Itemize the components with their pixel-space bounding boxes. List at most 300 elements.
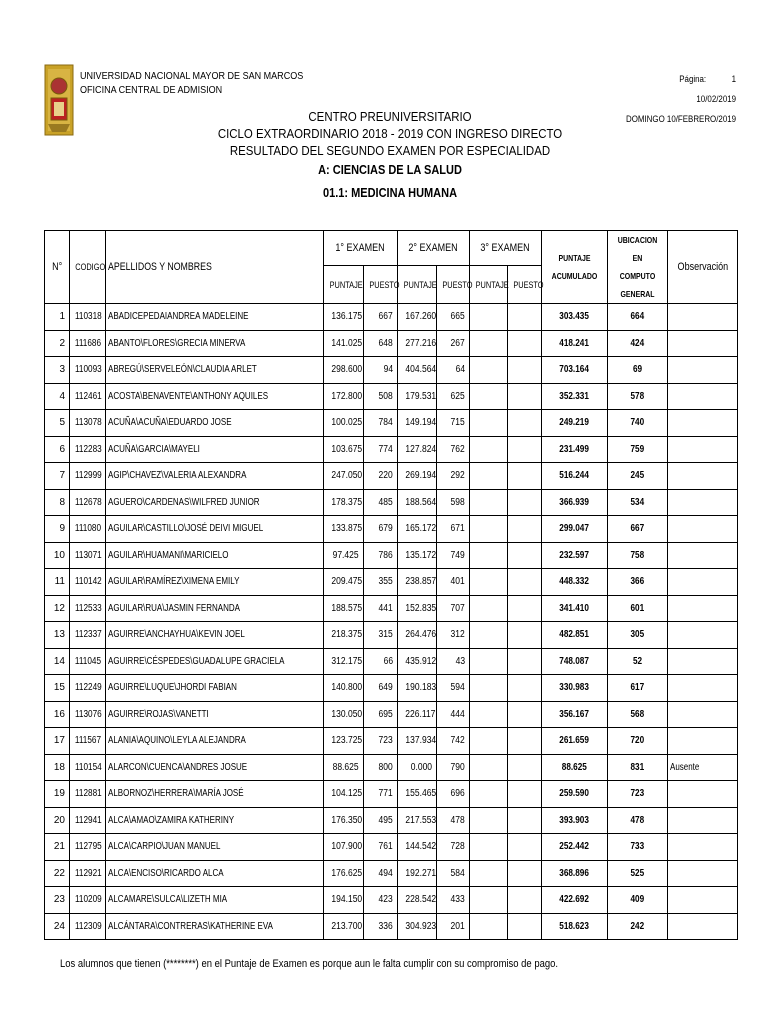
exam1-score: 209.475	[324, 569, 364, 596]
area-title: A: CIENCIAS DE LA SALUD	[318, 163, 462, 177]
student-name: AGUIRRE\ANCHAYHUA\KEVIN JOEL	[106, 622, 324, 649]
table-row	[45, 648, 738, 675]
row-number: 3	[45, 357, 70, 384]
exam1-score: 298.600	[324, 357, 364, 384]
row-number: 15	[45, 675, 70, 702]
exam2-position: 478	[437, 807, 470, 834]
exam2-score: 435.912	[398, 648, 437, 675]
exam1-score: 141.025	[324, 330, 364, 357]
student-name: ALBORNOZ\HERRERA\MARÍA JOSÉ	[106, 781, 324, 808]
accumulated-score: 393.903	[542, 807, 608, 834]
header-score-1: PUNTAJE	[324, 266, 364, 304]
observation	[668, 675, 738, 702]
student-name: ABANTO\FLORES\GRECIA MINERVA	[106, 330, 324, 357]
header-num: N°	[45, 231, 70, 304]
exam3-score	[470, 860, 508, 887]
student-code: 113071	[70, 542, 106, 569]
student-name: AGUIRRE\CÉSPEDES\GUADALUPE GRACIELA	[106, 648, 324, 675]
exam1-score: 104.125	[324, 781, 364, 808]
header-observation: Observación	[668, 231, 738, 304]
general-rank: 720	[608, 728, 668, 755]
accumulated-score: 448.332	[542, 569, 608, 596]
exam2-position: 742	[437, 728, 470, 755]
header-names: APELLIDOS Y NOMBRES	[106, 231, 324, 304]
row-number: 12	[45, 595, 70, 622]
general-rank: 525	[608, 860, 668, 887]
exam2-position: 728	[437, 834, 470, 861]
university-crest-logo	[44, 64, 74, 136]
observation	[668, 436, 738, 463]
table-row	[45, 887, 738, 914]
exam1-position: 649	[364, 675, 398, 702]
table-row	[45, 754, 738, 781]
exam2-score: 149.194	[398, 410, 437, 437]
exam2-score: 179.531	[398, 383, 437, 410]
exam3-score	[470, 834, 508, 861]
results-table	[44, 230, 738, 940]
row-number: 19	[45, 781, 70, 808]
table-row	[45, 410, 738, 437]
exam3-score	[470, 781, 508, 808]
exam2-score: 217.553	[398, 807, 437, 834]
general-rank: 366	[608, 569, 668, 596]
footer-note: Los alumnos que tienen (********) en el Puntaje de Examen es porque aun le falta cumplir con su compromiso de pago.	[60, 958, 559, 970]
exam2-score: 238.857	[398, 569, 437, 596]
table-row	[45, 807, 738, 834]
exam1-position: 336	[364, 913, 398, 940]
exam2-position: 594	[437, 675, 470, 702]
header-position-1: PUESTO	[364, 266, 398, 304]
exam1-position: 679	[364, 516, 398, 543]
exam1-position: 761	[364, 834, 398, 861]
exam2-score: 0.000	[398, 754, 437, 781]
exam3-score	[470, 569, 508, 596]
table-row	[45, 489, 738, 516]
accumulated-score: 231.499	[542, 436, 608, 463]
student-name: ALANIA\AQUINO\LEYLA ALEJANDRA	[106, 728, 324, 755]
exam2-score: 226.117	[398, 701, 437, 728]
table-row	[45, 357, 738, 384]
observation	[668, 542, 738, 569]
observation	[668, 489, 738, 516]
row-number: 20	[45, 807, 70, 834]
results-table-body	[45, 304, 738, 940]
row-number: 14	[45, 648, 70, 675]
exam2-score: 404.564	[398, 357, 437, 384]
general-rank: 664	[608, 304, 668, 331]
accumulated-score: 368.896	[542, 860, 608, 887]
row-number: 13	[45, 622, 70, 649]
exam1-position: 355	[364, 569, 398, 596]
exam3-score	[470, 701, 508, 728]
observation	[668, 357, 738, 384]
exam2-position: 696	[437, 781, 470, 808]
exam2-position: 201	[437, 913, 470, 940]
general-rank: 245	[608, 463, 668, 490]
table-row	[45, 569, 738, 596]
exam3-position	[508, 436, 542, 463]
university-name: UNIVERSIDAD NACIONAL MAYOR DE SAN MARCOS	[80, 70, 304, 82]
exam2-score: 190.183	[398, 675, 437, 702]
header-score-3: PUNTAJE	[470, 266, 508, 304]
student-name: ACUÑA\ACUÑA\EDUARDO JOSE	[106, 410, 324, 437]
row-number: 18	[45, 754, 70, 781]
exam3-score	[470, 754, 508, 781]
observation	[668, 887, 738, 914]
table-row	[45, 516, 738, 543]
accumulated-score: 352.331	[542, 383, 608, 410]
observation	[668, 648, 738, 675]
accumulated-score: 703.164	[542, 357, 608, 384]
title-line-2: CICLO EXTRAORDINARIO 2018 - 2019 CON INGRESO DIRECTO	[217, 126, 563, 141]
accumulated-score: 330.983	[542, 675, 608, 702]
student-code: 111080	[70, 516, 106, 543]
table-row	[45, 304, 738, 331]
header-position-3: PUESTO	[508, 266, 542, 304]
exam1-position: 94	[364, 357, 398, 384]
exam2-position: 598	[437, 489, 470, 516]
observation	[668, 622, 738, 649]
row-number: 2	[45, 330, 70, 357]
exam3-position	[508, 357, 542, 384]
student-name: ALCA\ENCISO\RICARDO ALCA	[106, 860, 324, 887]
exam3-position	[508, 304, 542, 331]
exam2-score: 269.194	[398, 463, 437, 490]
exam3-position	[508, 781, 542, 808]
exam2-position: 444	[437, 701, 470, 728]
exam1-position: 774	[364, 436, 398, 463]
exam3-score	[470, 887, 508, 914]
table-row	[45, 834, 738, 861]
exam1-position: 66	[364, 648, 398, 675]
exam3-position	[508, 807, 542, 834]
exam3-score	[470, 330, 508, 357]
exam3-position	[508, 569, 542, 596]
header-rank: UBICACION EN COMPUTO GENERAL	[608, 231, 668, 304]
student-code: 112999	[70, 463, 106, 490]
student-code: 112678	[70, 489, 106, 516]
header-total: PUNTAJE ACUMULADO	[542, 231, 608, 304]
table-row	[45, 675, 738, 702]
header-score-2: PUNTAJE	[398, 266, 437, 304]
student-code: 112533	[70, 595, 106, 622]
report-date: 10/02/2019	[696, 94, 736, 104]
row-number: 1	[45, 304, 70, 331]
exam1-score: 178.375	[324, 489, 364, 516]
student-name: ALCÁNTARA\CONTRERAS\KATHERINE EVA	[106, 913, 324, 940]
exam2-score: 144.542	[398, 834, 437, 861]
exam3-score	[470, 304, 508, 331]
student-name: AGUILAR\HUAMANI\MARICIELO	[106, 542, 324, 569]
accumulated-score: 748.087	[542, 648, 608, 675]
general-rank: 733	[608, 834, 668, 861]
exam3-position	[508, 728, 542, 755]
exam1-score: 172.800	[324, 383, 364, 410]
exam1-score: 136.175	[324, 304, 364, 331]
specialty-title: 01.1: MEDICINA HUMANA	[322, 186, 458, 200]
exam1-score: 130.050	[324, 701, 364, 728]
row-number: 22	[45, 860, 70, 887]
exam3-score	[470, 463, 508, 490]
row-number: 24	[45, 913, 70, 940]
exam1-score: 88.625	[324, 754, 364, 781]
exam1-position: 648	[364, 330, 398, 357]
exam3-position	[508, 595, 542, 622]
header-exam-1: 1° EXAMEN	[324, 231, 398, 266]
office-name: OFICINA CENTRAL DE ADMISION	[80, 84, 223, 96]
student-name: AGUILAR\RUA\JASMIN FERNANDA	[106, 595, 324, 622]
student-code: 112337	[70, 622, 106, 649]
exam1-position: 786	[364, 542, 398, 569]
exam2-position: 665	[437, 304, 470, 331]
exam1-position: 771	[364, 781, 398, 808]
observation	[668, 595, 738, 622]
exam2-position: 312	[437, 622, 470, 649]
header-exam-3: 3° EXAMEN	[470, 231, 542, 266]
exam3-position	[508, 675, 542, 702]
row-number: 9	[45, 516, 70, 543]
accumulated-score: 341.410	[542, 595, 608, 622]
row-number: 5	[45, 410, 70, 437]
general-rank: 578	[608, 383, 668, 410]
table-row	[45, 622, 738, 649]
exam2-score: 304.923	[398, 913, 437, 940]
accumulated-score: 249.219	[542, 410, 608, 437]
row-number: 11	[45, 569, 70, 596]
student-name: ABADICEPEDAIANDREA MADELEINE	[106, 304, 324, 331]
student-code: 113078	[70, 410, 106, 437]
row-number: 7	[45, 463, 70, 490]
exam3-score	[470, 675, 508, 702]
exam3-position	[508, 701, 542, 728]
exam1-position: 723	[364, 728, 398, 755]
header-position-2: PUESTO	[437, 266, 470, 304]
exam2-position: 292	[437, 463, 470, 490]
accumulated-score: 232.597	[542, 542, 608, 569]
student-code: 112249	[70, 675, 106, 702]
header-exam-2: 2° EXAMEN	[398, 231, 470, 266]
exam1-score: 123.725	[324, 728, 364, 755]
student-name: AGUILAR\CASTILLO\JOSÉ DEIVI MIGUEL	[106, 516, 324, 543]
exam3-position	[508, 463, 542, 490]
exam2-position: 749	[437, 542, 470, 569]
observation	[668, 516, 738, 543]
exam2-position: 715	[437, 410, 470, 437]
observation	[668, 834, 738, 861]
page-label: Página:	[679, 74, 707, 84]
student-name: ACUÑA\GARCIA\MAYELI	[106, 436, 324, 463]
table-row	[45, 913, 738, 940]
row-number: 21	[45, 834, 70, 861]
exam3-position	[508, 754, 542, 781]
table-row	[45, 595, 738, 622]
page-info	[626, 69, 736, 129]
student-name: AGUIRRE\ROJAS\VANETTI	[106, 701, 324, 728]
exam1-score: 140.800	[324, 675, 364, 702]
exam1-position: 508	[364, 383, 398, 410]
exam2-position: 584	[437, 860, 470, 887]
student-name: ACOSTA\BENAVENTE\ANTHONY AQUILES	[106, 383, 324, 410]
student-code: 112283	[70, 436, 106, 463]
exam3-score	[470, 595, 508, 622]
student-code: 110318	[70, 304, 106, 331]
exam3-score	[470, 728, 508, 755]
observation: Ausente	[668, 754, 738, 781]
exam2-score: 155.465	[398, 781, 437, 808]
table-row	[45, 330, 738, 357]
student-name: ALCA\CARPIO\JUAN MANUEL	[106, 834, 324, 861]
accumulated-score: 356.167	[542, 701, 608, 728]
exam2-position: 671	[437, 516, 470, 543]
accumulated-score: 88.625	[542, 754, 608, 781]
general-rank: 69	[608, 357, 668, 384]
exam2-score: 264.476	[398, 622, 437, 649]
exam3-score	[470, 516, 508, 543]
student-name: AGUERO\CARDENAS\WILFRED JUNIOR	[106, 489, 324, 516]
observation	[668, 781, 738, 808]
general-rank: 424	[608, 330, 668, 357]
exam2-position: 433	[437, 887, 470, 914]
general-rank: 667	[608, 516, 668, 543]
exam2-score: 188.564	[398, 489, 437, 516]
exam1-score: 176.625	[324, 860, 364, 887]
accumulated-score: 299.047	[542, 516, 608, 543]
observation	[668, 463, 738, 490]
accumulated-score: 518.623	[542, 913, 608, 940]
exam3-position	[508, 887, 542, 914]
observation	[668, 860, 738, 887]
exam2-score: 127.824	[398, 436, 437, 463]
exam2-position: 625	[437, 383, 470, 410]
exam3-position	[508, 913, 542, 940]
exam1-position: 423	[364, 887, 398, 914]
exam3-score	[470, 807, 508, 834]
row-number: 8	[45, 489, 70, 516]
table-row	[45, 781, 738, 808]
general-rank: 305	[608, 622, 668, 649]
exam3-score	[470, 622, 508, 649]
exam3-position	[508, 860, 542, 887]
student-code: 112461	[70, 383, 106, 410]
row-number: 23	[45, 887, 70, 914]
exam3-score	[470, 542, 508, 569]
institution-header	[80, 69, 303, 97]
exam1-position: 784	[364, 410, 398, 437]
exam3-position	[508, 383, 542, 410]
exam3-score	[470, 436, 508, 463]
observation	[668, 913, 738, 940]
exam1-position: 485	[364, 489, 398, 516]
exam2-score: 165.172	[398, 516, 437, 543]
observation	[668, 330, 738, 357]
observation	[668, 807, 738, 834]
exam2-score: 277.216	[398, 330, 437, 357]
exam1-score: 247.050	[324, 463, 364, 490]
student-code: 113076	[70, 701, 106, 728]
student-code: 110142	[70, 569, 106, 596]
student-name: ABREGÚ\SERVELEÓN\CLAUDIA ARLET	[106, 357, 324, 384]
student-code: 112881	[70, 781, 106, 808]
exam3-position	[508, 648, 542, 675]
exam3-score	[470, 410, 508, 437]
general-rank: 568	[608, 701, 668, 728]
accumulated-score: 303.435	[542, 304, 608, 331]
table-row	[45, 383, 738, 410]
student-name: ALARCON\CUENCA\ANDRES JOSUE	[106, 754, 324, 781]
exam1-score: 107.900	[324, 834, 364, 861]
student-code: 111045	[70, 648, 106, 675]
student-code: 111686	[70, 330, 106, 357]
student-name: AGIP\CHAVEZ\VALERIA ALEXANDRA	[106, 463, 324, 490]
exam1-score: 218.375	[324, 622, 364, 649]
exam2-score: 135.172	[398, 542, 437, 569]
general-rank: 534	[608, 489, 668, 516]
accumulated-score: 418.241	[542, 330, 608, 357]
exam1-score: 213.700	[324, 913, 364, 940]
exam1-score: 312.175	[324, 648, 364, 675]
student-code: 112309	[70, 913, 106, 940]
title-line-3: RESULTADO DEL SEGUNDO EXAMEN POR ESPECIALIDAD	[229, 143, 551, 158]
exam1-score: 176.350	[324, 807, 364, 834]
general-rank: 242	[608, 913, 668, 940]
observation	[668, 383, 738, 410]
accumulated-score: 261.659	[542, 728, 608, 755]
exam3-position	[508, 622, 542, 649]
exam3-score	[470, 489, 508, 516]
exam2-position: 64	[437, 357, 470, 384]
table-row	[45, 860, 738, 887]
exam3-score	[470, 648, 508, 675]
student-name: ALCA\AMAO\ZAMIRA KATHERINY	[106, 807, 324, 834]
table-row	[45, 728, 738, 755]
accumulated-score: 482.851	[542, 622, 608, 649]
accumulated-score: 259.590	[542, 781, 608, 808]
student-code: 110209	[70, 887, 106, 914]
exam1-position: 695	[364, 701, 398, 728]
exam1-position: 315	[364, 622, 398, 649]
student-name: AGUILAR\RAMÍREZ\XIMENA EMILY	[106, 569, 324, 596]
observation	[668, 410, 738, 437]
exam2-score: 152.835	[398, 595, 437, 622]
exam3-position	[508, 410, 542, 437]
observation	[668, 304, 738, 331]
exam2-position: 762	[437, 436, 470, 463]
general-rank: 409	[608, 887, 668, 914]
exam3-score	[470, 383, 508, 410]
exam3-position	[508, 516, 542, 543]
exam1-position: 220	[364, 463, 398, 490]
exam2-score: 137.934	[398, 728, 437, 755]
exam2-position: 401	[437, 569, 470, 596]
exam3-score	[470, 913, 508, 940]
student-code: 112921	[70, 860, 106, 887]
accumulated-score: 252.442	[542, 834, 608, 861]
title-line-1: CENTRO PREUNIVERSITARIO	[308, 109, 472, 124]
student-code: 110154	[70, 754, 106, 781]
table-row	[45, 542, 738, 569]
general-rank: 759	[608, 436, 668, 463]
exam2-score: 228.542	[398, 887, 437, 914]
table-row	[45, 701, 738, 728]
table-row	[45, 463, 738, 490]
exam3-position	[508, 489, 542, 516]
general-rank: 52	[608, 648, 668, 675]
report-titles	[150, 108, 630, 205]
observation	[668, 728, 738, 755]
table-row	[45, 436, 738, 463]
general-rank: 740	[608, 410, 668, 437]
exam3-score	[470, 357, 508, 384]
